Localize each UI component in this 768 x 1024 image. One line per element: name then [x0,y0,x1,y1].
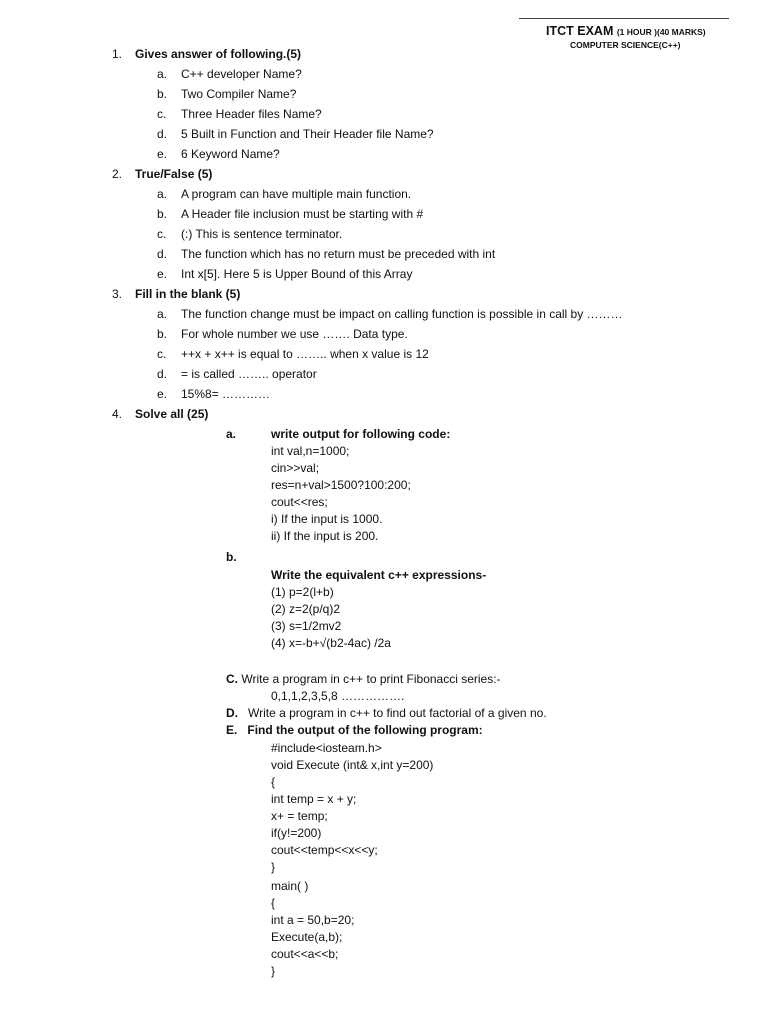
item-e [226,722,483,738]
item-letter: a. [157,67,168,81]
exam-title: ITCT EXAM (1 HOUR )(40 MARKS) [546,24,706,38]
item-letter: E. [226,723,238,737]
item-heading: write output for following code: [271,427,451,441]
code-line: if(y!=200) [271,826,322,840]
item-letter: D. [226,706,238,720]
code-line: { [271,775,276,789]
item-text: 6 Keyword Name? [181,147,280,161]
section-number: 1. [112,47,123,61]
item-c [226,671,501,687]
item-text: A Header file inclusion must be starting with # [181,207,424,221]
exam-duration-marks: (1 HOUR )(40 MARKS) [616,27,706,37]
item-text: 5 Built in Function and Their Header file Name? [181,127,434,141]
item-letter: c. [157,107,167,121]
code-line: } [271,860,276,874]
code-line: int temp = x + y; [271,792,357,806]
code-line: main( ) [271,879,309,893]
item-text: Write a program in c++ to find out factorial of a given no. [248,706,547,720]
code-line: Execute(a,b); [271,930,343,944]
code-line: ii) If the input is 200. [271,529,379,543]
item-text: Two Compiler Name? [181,87,297,101]
item-letter: e. [157,147,168,161]
section-number: 2. [112,167,123,181]
section-number: 3. [112,287,123,301]
expression-line: (4) x=-b+√(b2-4ac) /2a [271,636,391,650]
code-line: cout<<a<<b; [271,947,339,961]
code-line: cout<<temp<<x<<y; [271,843,378,857]
item-letter: a. [226,427,237,441]
item-letter: c. [157,347,167,361]
code-line: { [271,896,276,910]
item-text: Three Header files Name? [181,107,322,121]
section-title: Fill in the blank (5) [135,287,241,301]
code-line: i) If the input is 1000. [271,512,383,526]
item-text: Find the output of the following program: [247,723,483,737]
item-letter: d. [157,127,168,141]
code-line: int a = 50,b=20; [271,913,355,927]
code-line: } [271,964,276,978]
code-line: void Execute (int& x,int y=200) [271,758,434,772]
item-text: = is called …….. operator [181,367,317,381]
item-heading: Write the equivalent c++ expressions- [271,568,487,582]
item-text: C++ developer Name? [181,67,302,81]
expression-line: (1) p=2(l+b) [271,585,334,599]
item-letter: b. [157,87,168,101]
code-line: x+ = temp; [271,809,328,823]
section-number: 4. [112,407,123,421]
item-letter: b. [226,550,237,564]
item-text: Write a program in c++ to print Fibonacci series:- [241,672,501,686]
series-line: 0,1,1,2,3,5,8 ……………. [271,689,405,703]
item-letter: d. [157,367,168,381]
code-line: int val,n=1000; [271,444,350,458]
item-text: ++x + x++ is equal to …….. when x value is 12 [181,347,429,361]
item-text: (:) This is sentence terminator. [181,227,343,241]
item-letter: d. [157,247,168,261]
item-text: 15%8= ………… [181,387,271,401]
item-letter: e. [157,387,168,401]
item-text: The function which has no return must be preceded with int [181,247,496,261]
section-title: True/False (5) [135,167,213,181]
code-line: #include<iosteam.h> [271,741,382,755]
expression-line: (3) s=1/2mv2 [271,619,342,633]
item-text: A program can have multiple main function. [181,187,412,201]
item-letter: b. [157,207,168,221]
item-letter: a. [157,307,168,321]
section-title: Solve all (25) [135,407,209,421]
item-d [226,705,547,721]
exam-subject: COMPUTER SCIENCE(C++) [570,40,681,50]
item-letter: b. [157,327,168,341]
item-text: The function change must be impact on calling function is possible in call by ……… [181,307,623,321]
section-title: Gives answer of following.(5) [135,47,302,61]
item-letter: e. [157,267,168,281]
header-rule [519,18,729,19]
item-letter: c. [157,227,167,241]
item-letter: C. [226,672,238,686]
item-letter: a. [157,187,168,201]
code-line: res=n+val>1500?100:200; [271,478,411,492]
code-line: cin>>val; [271,461,320,475]
item-text: Int x[5]. Here 5 is Upper Bound of this Array [181,267,413,281]
expression-line: (2) z=2(p/q)2 [271,602,341,616]
item-text: For whole number we use ……. Data type. [181,327,408,341]
code-line: cout<<res; [271,495,328,509]
